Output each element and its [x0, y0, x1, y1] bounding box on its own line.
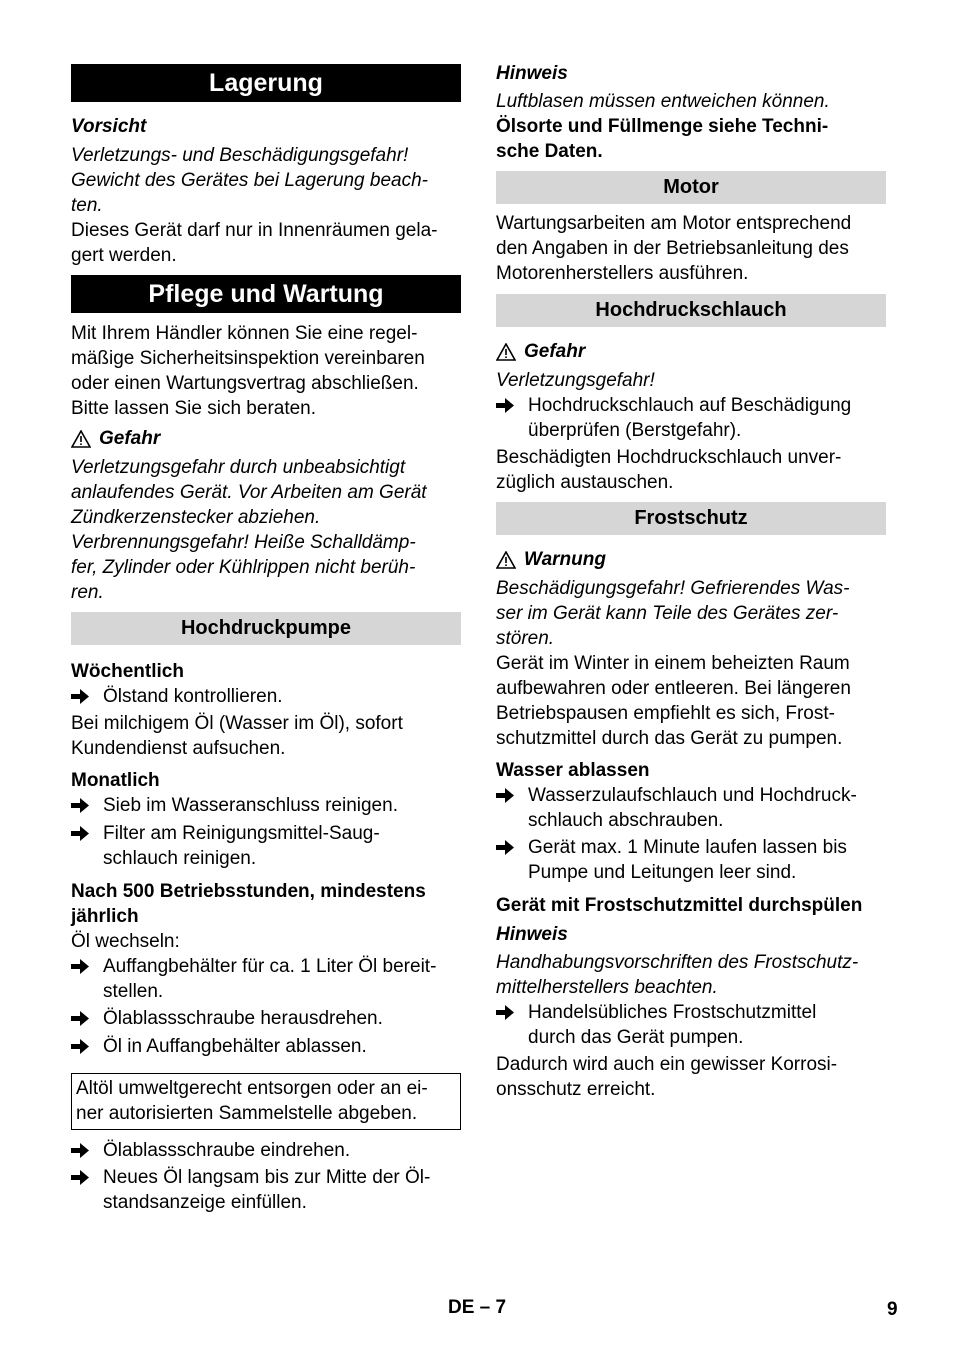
frostschutz-spuelen-heading: Gerät mit Frostschutzmittel durchspülen — [496, 895, 863, 916]
pflege-text: Mit Ihrem Händler können Sie eine regel- mäßige Sicherheitsinspektion vereinbaren oder einen Wartungsvertrag abschließen. Bitte lassen Sie sich beraten. — [71, 323, 425, 419]
step-item: Ölablassschraube herausdrehen. — [71, 1006, 461, 1031]
winter-text: Gerät im Winter in einem beheizten Raum aufbewahren oder entleeren. Bei längeren Betriebspausen empfiehlt es sich, Frost- schutzmittel durch das Gerät zu pumpen. — [496, 653, 851, 749]
warning-triangle-icon — [496, 343, 516, 361]
warnung-text: Beschädigungsgefahr! Gefrierendes Was- ser im Gerät kann Teile des Gerätes zer- stören. — [496, 578, 850, 649]
arrow-right-icon — [71, 798, 89, 813]
warning-triangle-icon — [71, 430, 91, 448]
arrow-right-icon — [71, 959, 89, 974]
nach500-heading: Nach 500 Betriebsstunden, mindestens jährlich — [71, 881, 426, 927]
gefahr-heading: Gefahr — [71, 426, 461, 451]
gefahr-heading: Gefahr — [496, 339, 886, 364]
subsection-title-hochdruckschlauch: Hochdruckschlauch — [496, 294, 886, 327]
beschaedigt-text: Beschädigten Hochdruckschlauch unver- züglich austauschen. — [496, 447, 842, 493]
motor-text: Wartungsarbeiten am Motor entsprechend den Angaben in der Betriebsanleitung des Motorenherstellers ausführen. — [496, 213, 852, 284]
step-item: Ölstand kontrollieren. — [71, 684, 461, 709]
page-label: DE – 7 — [448, 1297, 507, 1318]
arrow-right-icon — [496, 1005, 514, 1020]
step-item: Gerät max. 1 Minute laufen lassen bis Pumpe und Leitungen leer sind. — [496, 835, 886, 885]
korrosion-text: Dadurch wird auch ein gewisser Korrosi- onsschutz erreicht. — [496, 1054, 838, 1100]
arrow-right-icon — [496, 398, 514, 413]
oelsorte-text: Ölsorte und Füllmenge siehe Techni- sche Daten. — [496, 116, 829, 162]
step-item: Ölablassschraube eindrehen. — [71, 1138, 461, 1163]
step-item: Sieb im Wasseranschluss reinigen. — [71, 793, 461, 818]
vorsicht-label: Vorsicht — [71, 116, 147, 137]
step-item: Auffangbehälter für ca. 1 Liter Öl bereit- stellen. — [71, 954, 461, 1004]
step-item: Wasserzulaufschlauch und Hochdruck- schlauch abschrauben. — [496, 783, 886, 833]
left-column — [71, 60, 461, 1215]
wasser-ablassen-heading: Wasser ablassen — [496, 760, 650, 781]
environment-note-box: Altöl umweltgerecht entsorgen oder an ei- ner autorisierten Sammelstelle abgeben. — [71, 1073, 461, 1130]
arrow-right-icon — [71, 1039, 89, 1054]
gefahr-text: Verletzungsgefahr durch unbeabsichtigt anlaufendes Gerät. Vor Arbeiten am Gerät Zündkerzenstecker abziehen. Verbrennungsgefahr! Heiße Schalldämp- fer, Zylinder oder Kühlrippen nicht berüh- ren. — [71, 457, 427, 603]
arrow-right-icon — [71, 1143, 89, 1158]
vorsicht-text: Verletzungs- und Beschädigungsgefahr! Gewicht des Gerätes bei Lagerung beach- ten. — [71, 145, 428, 216]
right-column — [496, 60, 886, 1102]
warning-triangle-icon — [496, 551, 516, 569]
arrow-right-icon — [71, 689, 89, 704]
oel-wechseln-text: Öl wechseln: — [71, 931, 180, 952]
hinweis-label: Hinweis — [496, 924, 568, 945]
woechentlich-heading: Wöchentlich — [71, 661, 184, 682]
step-item: Filter am Reinigungsmittel-Saug- schlauch reinigen. — [71, 821, 461, 871]
step-item: Öl in Auffangbehälter ablassen. — [71, 1034, 461, 1059]
milchig-text: Bei milchigem Öl (Wasser im Öl), sofort Kundendienst aufsuchen. — [71, 713, 403, 759]
step-item: Neues Öl langsam bis zur Mitte der Öl- standsanzeige einfüllen. — [71, 1165, 461, 1215]
arrow-right-icon — [71, 1011, 89, 1026]
verletzungsgefahr-text: Verletzungsgefahr! — [496, 370, 655, 391]
lagerung-text: Dieses Gerät darf nur in Innenräumen gela- gert werden. — [71, 220, 438, 266]
hinweis-label: Hinweis — [496, 63, 568, 84]
section-title-pflege: Pflege und Wartung — [71, 275, 461, 313]
arrow-right-icon — [71, 1170, 89, 1185]
section-title-lagerung: Lagerung — [71, 64, 461, 102]
subsection-title-frostschutz: Frostschutz — [496, 502, 886, 535]
arrow-right-icon — [496, 788, 514, 803]
subsection-title-hochdruckpumpe: Hochdruckpumpe — [71, 612, 461, 645]
arrow-right-icon — [496, 840, 514, 855]
hinweis-text: Luftblasen müssen entweichen können. — [496, 91, 830, 112]
step-item: Hochdruckschlauch auf Beschädigung überprüfen (Berstgefahr). — [496, 393, 886, 443]
step-item: Handelsübliches Frostschutzmittel durch das Gerät pumpen. — [496, 1000, 886, 1050]
subsection-title-motor: Motor — [496, 171, 886, 204]
page-number: 9 — [887, 1299, 898, 1320]
warnung-heading: Warnung — [496, 547, 886, 572]
monatlich-heading: Monatlich — [71, 770, 160, 791]
hinweis-text: Handhabungsvorschriften des Frostschutz- mittelherstellers beachten. — [496, 952, 859, 998]
arrow-right-icon — [71, 826, 89, 841]
